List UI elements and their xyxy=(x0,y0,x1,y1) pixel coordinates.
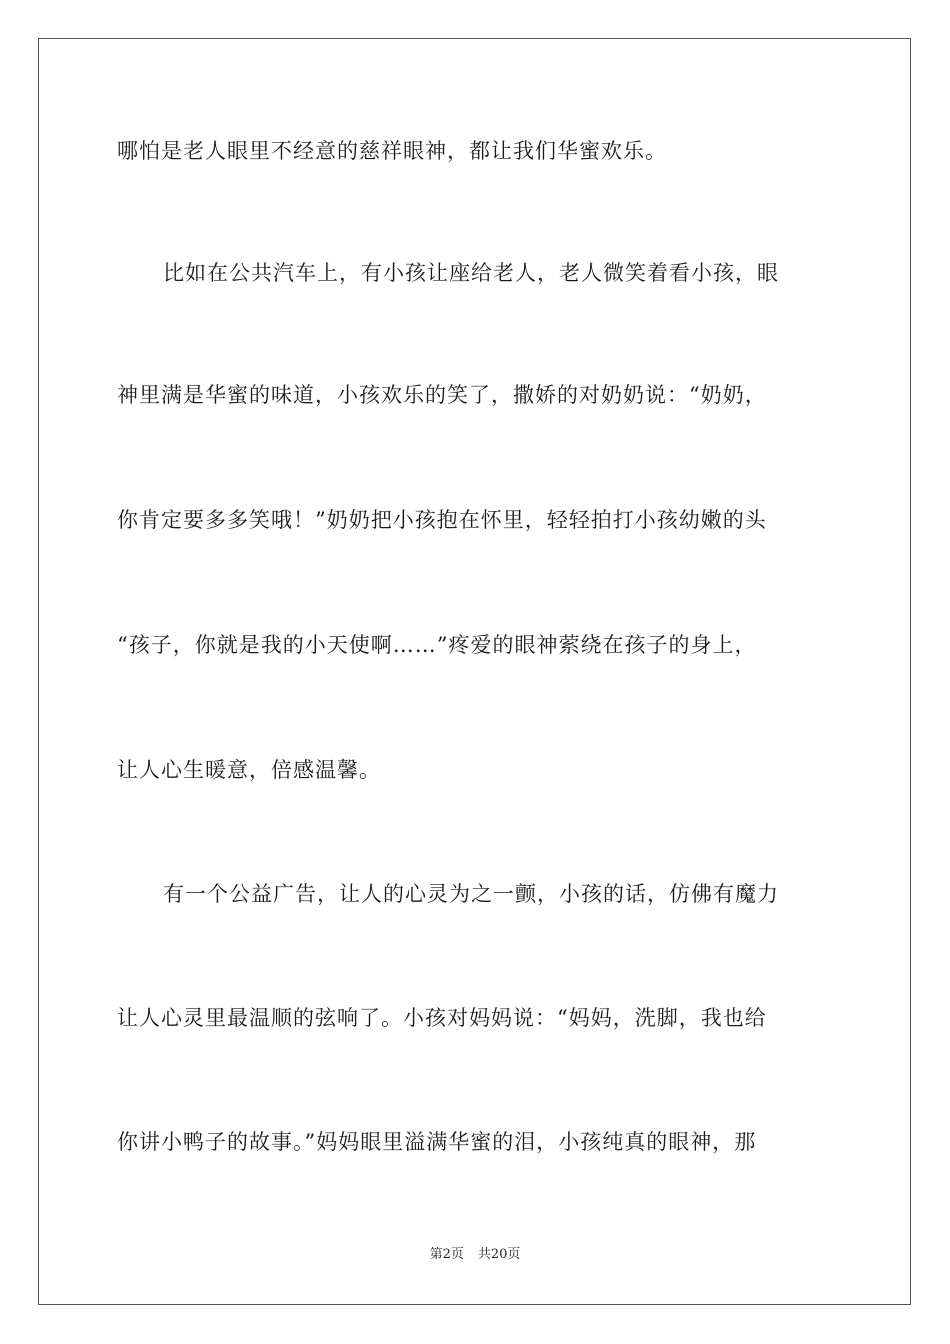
page-footer xyxy=(0,1246,950,1264)
page-number: 第2页 xyxy=(429,1247,464,1262)
paragraph-start-line: 比如在公共汽车上，有小孩让座给老人，老人微笑着看小孩，眼 xyxy=(163,261,779,285)
page-total: 共20页 xyxy=(477,1247,521,1262)
page-border xyxy=(38,38,911,1305)
paragraph-start-line: 有一个公益广告，让人的心灵为之一颤，小孩的话，仿佛有魔力 xyxy=(163,882,779,906)
text-line: 让人心灵里最温顺的弦响了。小孩对妈妈说：“妈妈，洗脚，我也给 xyxy=(117,1006,767,1030)
text-line: 你肯定要多多笑哦！”奶奶把小孩抱在怀里，轻轻拍打小孩幼嫩的头 xyxy=(117,508,767,532)
text-line: 你讲小鸭子的故事。”妈妈眼里溢满华蜜的泪，小孩纯真的眼神，那 xyxy=(117,1130,757,1154)
text-line: 让人心生暖意，倍感温馨。 xyxy=(117,758,381,782)
text-line: 神里满是华蜜的味道，小孩欢乐的笑了，撒娇的对奶奶说：“奶奶， xyxy=(117,383,767,407)
text-line: 哪怕是老人眼里不经意的慈祥眼神，都让我们华蜜欢乐。 xyxy=(117,139,667,163)
text-line: “孩子，你就是我的小天使啊……”疼爱的眼神萦绕在孩子的身上， xyxy=(117,633,757,657)
